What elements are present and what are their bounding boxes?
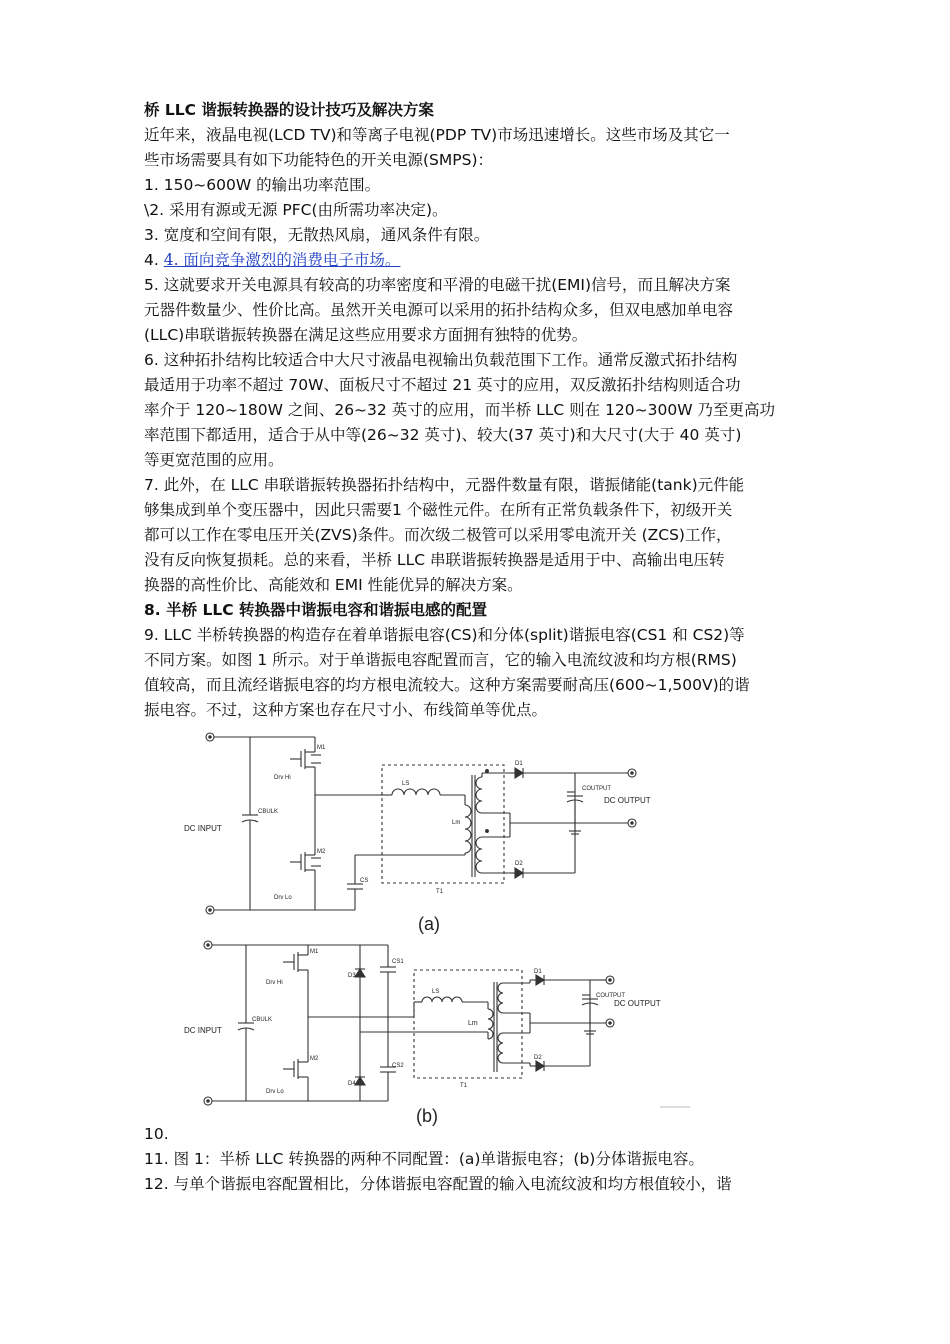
label-ls-b: LS [432,989,440,995]
paragraph-intro-line1: 近年来，液晶电视(LCD TV)和等离子电视(PDP TV)市场迅速增长。这些市场及其它一 [144,126,730,144]
label-drv-lo-b: Drv Lo [266,1089,284,1095]
label-m2-a: M2 [317,849,326,855]
label-lm-a: Lm [452,820,461,826]
list-item-4 [144,248,812,273]
label-lm-b: Lm [468,1020,478,1027]
label-cbulk-a: CBULK [258,809,279,815]
document-title: 桥 LLC 谐振转换器的设计技巧及解决方案 [144,101,434,119]
label-coutput-b: COUTPUT [596,993,625,999]
label-d1-b: D1 [534,969,542,975]
list-item-3: 3. 宽度和空间有限，无散热风扇，通风条件有限。 [144,226,490,244]
label-drv-lo-a: Drv Lo [274,895,292,901]
paragraph-12-line1: 12. 与单个谐振电容配置相比，分体谐振电容配置的输入电流纹波和均方根值较小，谐 [144,1175,732,1193]
caption-a: (a) [418,914,440,934]
label-cs1-b: CS1 [392,959,404,965]
label-dc-input-a: DC INPUT [184,824,222,833]
paragraph-7-line3: 都可以工作在零电压开关(ZVS)条件。而次级二极管可以采用零电流开关 (ZCS)工作， [144,526,732,544]
llc-converter-schematics [170,727,700,1147]
label-t1-b: T1 [460,1083,468,1089]
paragraph-10: 10. [144,1125,169,1143]
figure-caption-line: 11. 图 1：半桥 LLC 转换器的两种不同配置：(a)单谐振电容；(b)分体谐振电容。 [144,1150,704,1168]
label-coutput-a: COUTPUT [582,786,611,792]
section-heading-8: 8. 半桥 LLC 转换器中谐振电容和谐振电感的配置 [144,601,487,619]
paragraph-6-line1: 6. 这种拓扑结构比较适合中大尺寸液晶电视输出负载范围下工作。通常反激式拓扑结构 [144,351,738,369]
label-m2-b: M2 [310,1056,319,1062]
paragraph-7-line2: 够集成到单个变压器中，因此只需要1 个磁性元件。在所有正常负载条件下，初级开关 [144,501,733,519]
label-d2-a: D2 [515,861,523,867]
document-body [144,98,812,723]
label-m1-b: M1 [310,949,319,955]
paragraph-6-line4: 率范围下都适用，适合于从中等(26~32 英寸)、较大(37 英寸)和大尺寸(大于 40 英寸) [144,426,742,444]
paragraph-9-line2: 不同方案。如图 1 所示。对于单谐振电容配置而言，它的输入电流纹波和均方根(RMS) [144,651,737,669]
paragraph-7-line4: 没有反向恢复损耗。总的来看，半桥 LLC 串联谐振转换器是适用于中、高输出电压转 [144,551,725,569]
label-ls-a: LS [402,781,410,787]
list-item-4-number: 4. [144,251,164,269]
label-t1-a: T1 [436,889,444,895]
label-dc-output-b: DC OUTPUT [614,999,661,1008]
paragraph-7-line1: 7. 此外，在 LLC 串联谐振转换器拓扑结构中，元器件数量有限，谐振储能(tank)元件能 [144,476,745,494]
paragraph-6-line5: 等更宽范围的应用。 [144,451,284,469]
label-m1-a: M1 [317,745,326,751]
paragraph-9-line3: 值较高，而且流经谐振电容的均方根电流较大。这种方案需要耐高压(600~1,500V)的谐 [144,676,750,694]
schematic-b [204,941,690,1107]
paragraph-9-line1: 9. LLC 半桥转换器的构造存在着单谐振电容(CS)和分体(split)谐振电容(CS1 和 CS2)等 [144,626,745,644]
caption-b: (b) [416,1106,438,1126]
paragraph-5-line3: (LLC)串联谐振转换器在满足这些应用要求方面拥有独特的优势。 [144,326,588,344]
paragraph-6-line3: 率介于 120~180W 之间、26~32 英寸的应用，而半桥 LLC 则在 120~300W 乃至更高功 [144,401,775,419]
paragraph-9-line4: 振电容。不过，这种方案也存在尺寸小、布线简单等优点。 [144,701,548,719]
label-d3-b: D3 [348,973,356,979]
label-drv-hi-a: Drv Hi [274,775,291,781]
paragraph-5-line2: 元器件数量少、性价比高。虽然开关电源可以采用的拓扑结构众多，但双电感加单电容 [144,301,734,319]
label-d4-b: D4 [348,1081,356,1087]
label-drv-hi-b: Drv Hi [266,980,283,986]
label-dc-output-a: DC OUTPUT [604,796,651,805]
list-item-2: \2. 采用有源或无源 PFC(由所需功率决定)。 [144,201,448,219]
document-body-continued [144,1122,812,1197]
paragraph-intro-line2: 些市场需要具有如下功能特色的开关电源(SMPS)： [144,151,493,169]
circuit-figure [170,727,700,1147]
list-item-1: 1. 150~600W 的输出功率范围。 [144,176,381,194]
list-item-4-link[interactable]: 4. 面向竞争激烈的消费电子市场。 [163,251,401,269]
label-cs2-b: CS2 [392,1063,404,1069]
label-d1-a: D1 [515,761,523,767]
label-cbulk-b: CBULK [252,1017,273,1023]
label-d2-b: D2 [534,1055,542,1061]
schematic-a [206,733,636,914]
paragraph-7-line5: 换器的高性价比、高能效和 EMI 性能优异的解决方案。 [144,576,523,594]
paragraph-5-line1: 5. 这就要求开关电源具有较高的功率密度和平滑的电磁干扰(EMI)信号，而且解决方案 [144,276,731,294]
label-cs-a: CS [360,878,369,884]
label-dc-input-b: DC INPUT [184,1026,222,1035]
paragraph-6-line2: 最适用于功率不超过 70W、面板尺寸不超过 21 英寸的应用，双反激拓扑结构则适合功 [144,376,741,394]
